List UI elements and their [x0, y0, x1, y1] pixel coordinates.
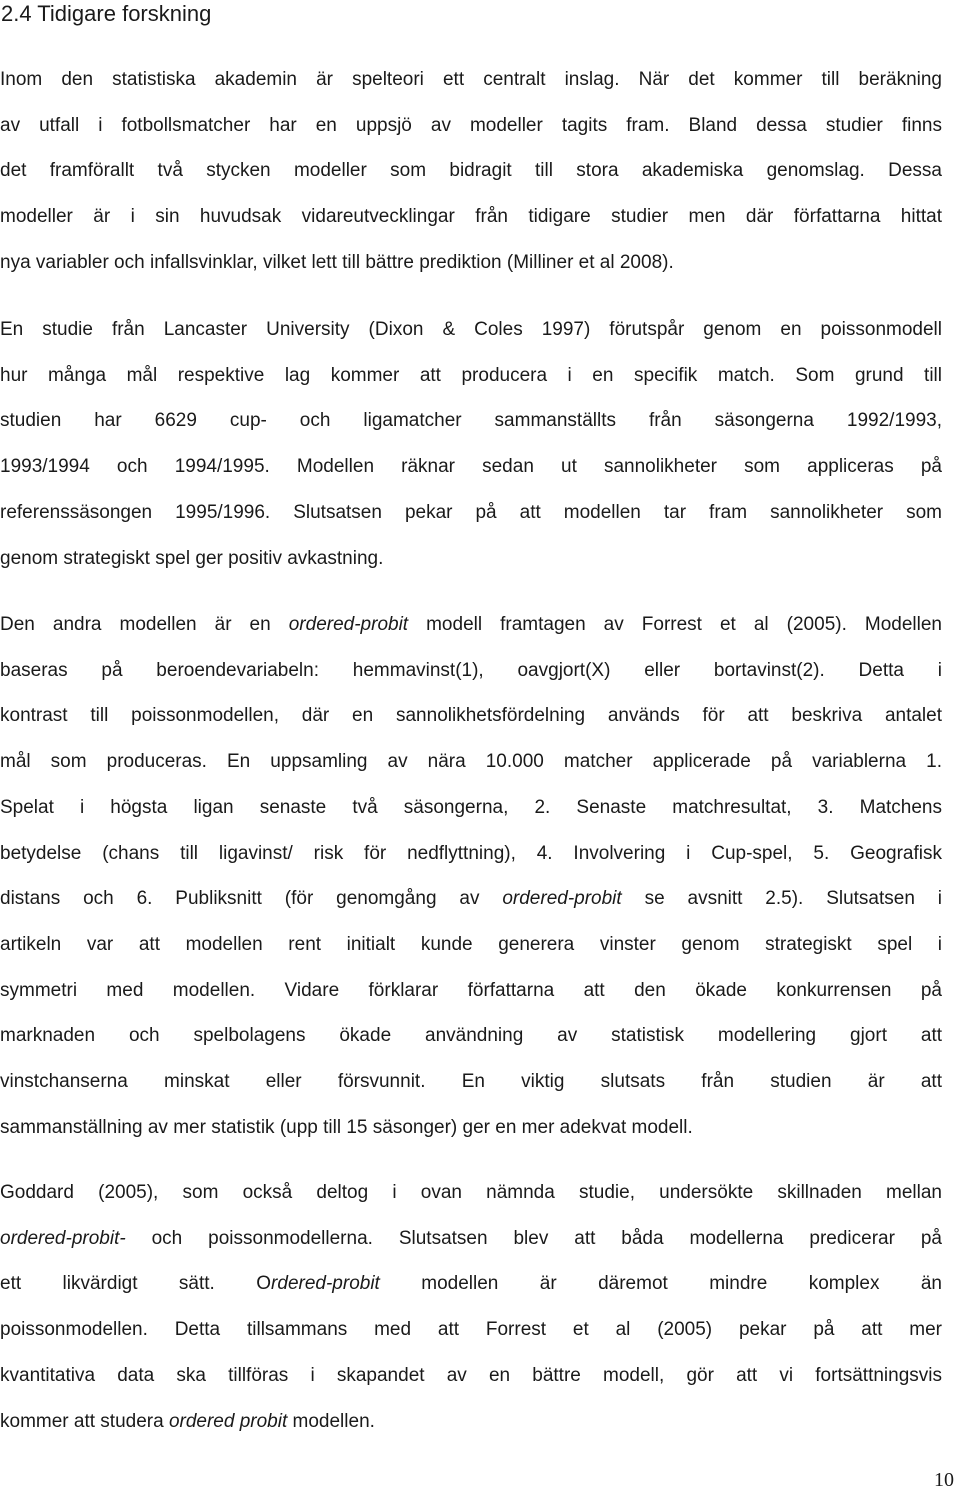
- text-line: [0, 1170, 942, 1216]
- italic-term: ordered-probit: [288, 614, 409, 635]
- text-line: [0, 785, 942, 831]
- text-line: [0, 739, 942, 785]
- text-segment: distans och 6. Publiksnitt (för genomgång av: [0, 888, 503, 910]
- text-line: [0, 1013, 942, 1059]
- text-line: [0, 57, 942, 103]
- text-segment: En studie från Lancaster University (Dixon & Coles 1997) förutspår genom en poissonmodell: [0, 319, 942, 340]
- text-line: [0, 1261, 942, 1307]
- text-segment: modellen.: [287, 1410, 375, 1432]
- text-segment: det framförallt två stycken modeller som bidragit till stora akademiska genomslag. Dessa: [0, 160, 942, 182]
- italic-term: ordered-probit: [502, 888, 622, 910]
- text-segment: kvantitativa data ska tillföras i skapandet av en bättre modell, gör att vi fortsättningsvis: [0, 1364, 942, 1386]
- text-segment: referenssäsongen 1995/1996. Slutsatsen pekar på att modellen tar fram sannolikheter som: [0, 501, 942, 523]
- text-segment: kontrast till poissonmodellen, där en sannolikhetsfördelning används för att beskriva antalet: [0, 705, 942, 727]
- text-segment: av utfall i fotbollsmatcher har en uppsjö av modeller tagits fram. Bland dessa studier finns: [0, 114, 942, 136]
- text-segment: symmetri med modellen. Vidare förklarar författarna att den ökade konkurrensen på: [0, 979, 942, 1001]
- text-line: [0, 444, 942, 490]
- text-segment: sammanställning av mer statistik (upp till 15 säsonger) ger en mer adekvat modell.: [0, 1116, 693, 1138]
- text-segment: modellen är däremot mindre komplex än: [379, 1273, 943, 1295]
- text-line: [0, 1105, 942, 1151]
- text-segment: betydelse (chans till ligavinst/ risk för nedflyttning), 4. Involvering i Cup-spel, 5. Geografisk: [0, 842, 942, 864]
- text-segment: marknaden och spelbolagens ökade användning av statistisk modellering gjort att: [0, 1025, 942, 1047]
- text-segment: nya variabler och infallsvinklar, vilket lett till bättre prediktion (Milliner et al 2008).: [0, 251, 674, 273]
- text-line: [0, 648, 942, 694]
- text-line: [0, 968, 942, 1014]
- text-line: [0, 194, 942, 240]
- text-line: [0, 307, 942, 353]
- text-segment: Goddard (2005), som också deltog i ovan nämnda studie, undersökte skillnaden mellan: [0, 1182, 942, 1203]
- text-line: [0, 1307, 942, 1353]
- text-segment: vinstchanserna minskat eller försvunnit. En viktig slutsats från studien är att: [0, 1071, 942, 1093]
- text-line: [0, 536, 942, 582]
- text-line: [0, 1353, 942, 1399]
- text-line: [0, 398, 942, 444]
- text-segment: se avsnitt 2.5). Slutsatsen i: [621, 888, 943, 910]
- text-segment: ett likvärdigt sätt. O: [0, 1273, 272, 1295]
- text-segment: modell framtagen av Forrest et al (2005). Modellen: [408, 614, 942, 635]
- text-line: [0, 490, 942, 536]
- text-segment: och poissonmodellerna. Slutsatsen blev att båda modellerna predicerar på: [125, 1227, 942, 1249]
- text-segment: hur många mål respektive lag kommer att producera i en specifik match. Som grund till: [0, 364, 942, 386]
- text-segment: artikeln var att modellen rent initialt kunde generera vinster genom strategiskt spel i: [0, 933, 942, 955]
- text-line: [0, 148, 942, 194]
- paragraph-3: [0, 602, 942, 1150]
- italic-term: ordered probit: [168, 1410, 288, 1432]
- section-heading: 2.4 Tidigare forskning: [1, 1, 212, 26]
- text-line: [0, 831, 942, 877]
- text-line: [0, 1059, 942, 1105]
- page-number: 10: [934, 1469, 954, 1491]
- paragraph-1: [0, 57, 942, 286]
- text-segment: Inom den statistiska akademin är spelteori ett centralt inslag. När det kommer till beräkning: [0, 69, 942, 90]
- text-segment: studien har 6629 cup- och ligamatcher sammanställts från säsongerna 1992/1993,: [0, 410, 942, 432]
- text-segment: Den andra modellen är en: [0, 614, 289, 635]
- paragraph-4: [0, 1170, 942, 1444]
- text-line: [0, 103, 942, 149]
- text-line: [0, 876, 942, 922]
- text-line: [0, 1216, 942, 1262]
- text-line: [0, 240, 942, 286]
- text-segment: kommer att studera: [0, 1410, 169, 1432]
- text-line: [0, 353, 942, 399]
- text-segment: 1993/1994 och 1994/1995. Modellen räknar sedan ut sannolikheter som appliceras på: [0, 456, 942, 478]
- text-segment: genom strategiskt spel ger positiv avkastning.: [0, 547, 384, 569]
- text-segment: modeller är i sin huvudsak vidareutvecklingar från tidigare studier men där författarna hittat: [0, 206, 942, 228]
- text-line: [0, 922, 942, 968]
- italic-term: rdered-probit: [271, 1273, 380, 1295]
- text-segment: Spelat i högsta ligan senaste två säsongerna, 2. Senaste matchresultat, 3. Matchens: [0, 796, 942, 818]
- text-segment: poissonmodellen. Detta tillsammans med att Forrest et al (2005) pekar på att mer: [0, 1319, 942, 1341]
- text-line: [0, 1399, 942, 1445]
- italic-term: ordered-probit-: [0, 1227, 126, 1249]
- text-line: [0, 693, 942, 739]
- text-segment: mål som produceras. En uppsamling av nära 10.000 matcher applicerade på variablerna 1.: [0, 751, 942, 773]
- text-segment: baseras på beroendevariabeln: hemmavinst(1), oavgjort(X) eller bortavinst(2). Detta i: [0, 659, 942, 681]
- text-line: [0, 602, 942, 648]
- paragraph-2: [0, 307, 942, 581]
